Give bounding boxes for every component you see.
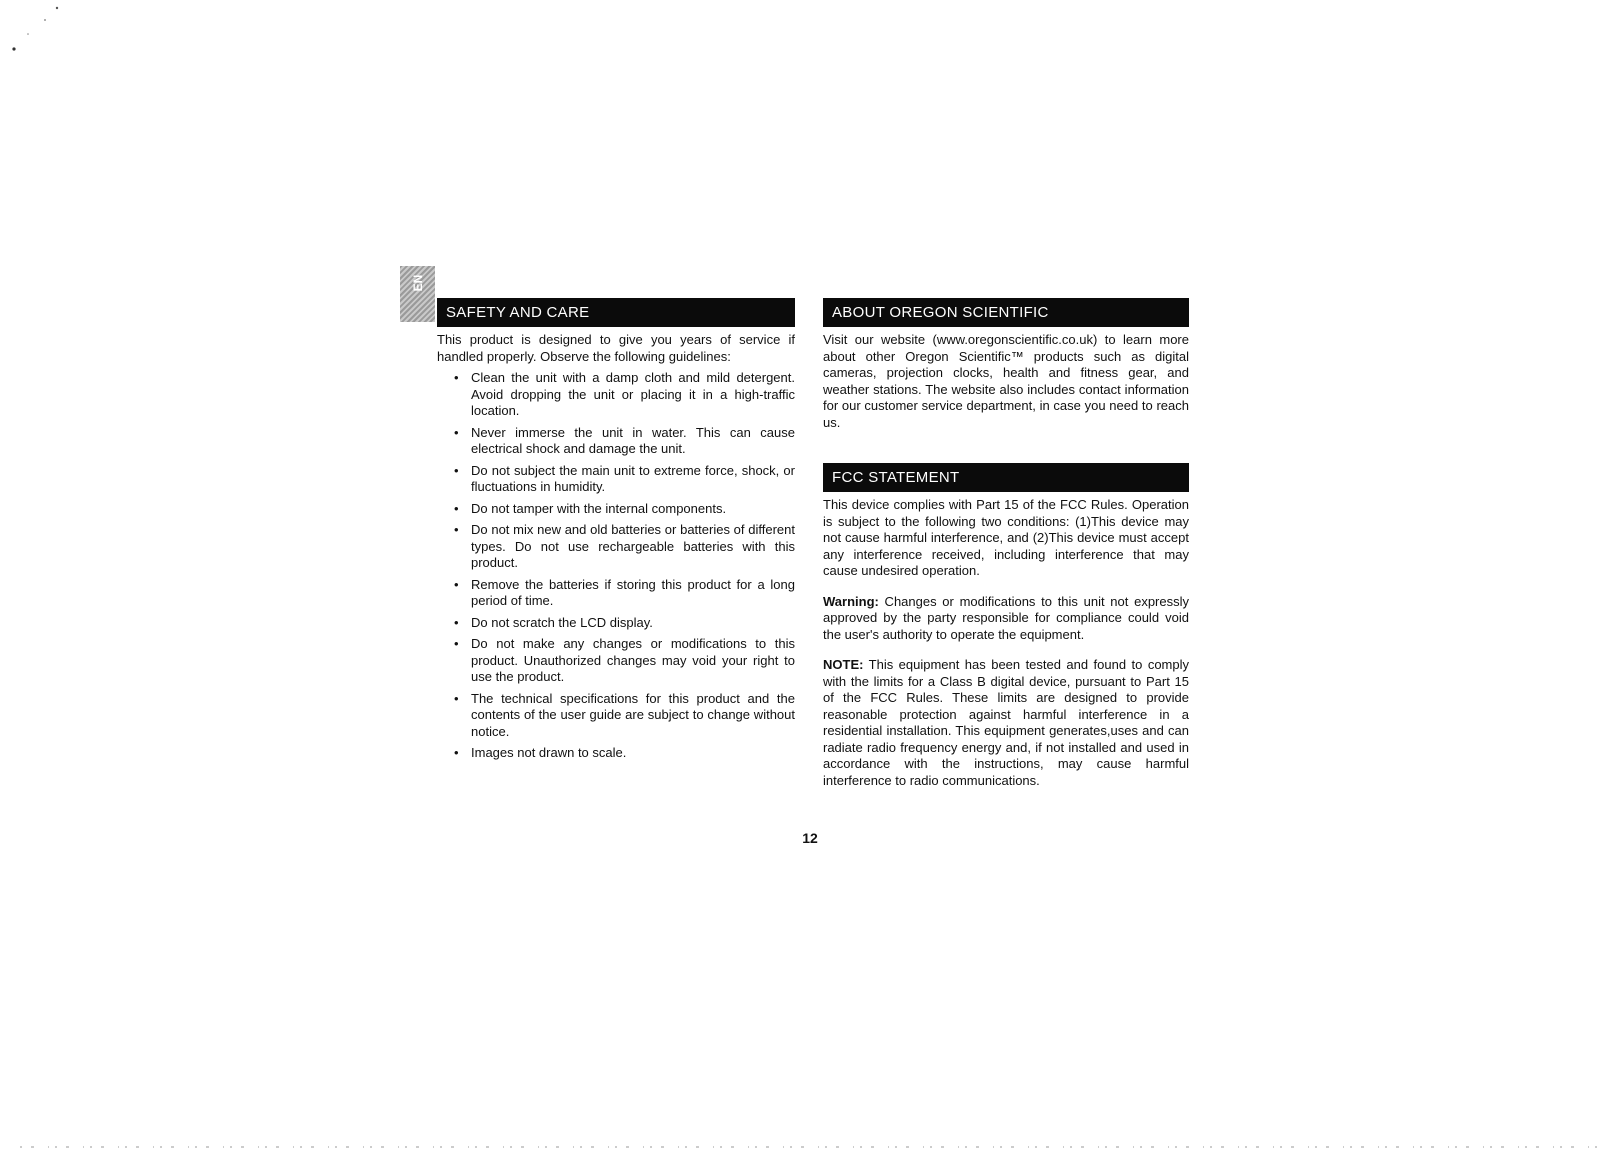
fcc-text: This device complies with Part 15 of the FCC Rules. Operation is subject to the following two conditions: (1)This device may not cause harmful interference, and (2)This device must accept any interference received, including interference that may cause undesired operation. — [823, 497, 1189, 578]
safety-and-care-heading: SAFETY AND CARE — [437, 298, 795, 327]
language-tab — [400, 266, 435, 322]
list-item: • Never immerse the unit in water. This can cause electrical shock and damage the unit. — [471, 425, 795, 458]
note-label: NOTE: — [823, 657, 864, 672]
list-item: • Do not subject the main unit to extreme force, shock, or fluctuations in humidity. — [471, 463, 795, 496]
note-text: This equipment has been tested and found to comply with the limits for a Class B digital device, pursuant to Part 15 of the FCC Rules. These limits are designed to provide reasonable protection against harmful interference in a residential installation. This equipment generates,uses and can radiate radio frequency energy and, if not installed and used in accordance with the instructions, may cause harmful interference to radio communications. — [823, 657, 1189, 788]
scan-edge-noise — [0, 1145, 1613, 1149]
warning-label: Warning: — [823, 593, 879, 609]
safety-guidelines-list — [437, 370, 795, 762]
safety-and-care-section — [437, 298, 795, 767]
list-item: • Do not mix new and old batteries or batteries of different types. Do not use rechargeable batteries with this product. — [471, 522, 795, 572]
warning-paragraph — [823, 594, 1189, 644]
about-text: Visit our website (www.oregonscientific.co.uk) to learn more about other Oregon Scientific™ products such as digital cameras, projection clocks, health and fitness gear, and weather stations. The website also includes contact information for our customer service department, in case you need to reach us. — [823, 332, 1189, 430]
list-item: • Do not make any changes or modifications to this product. Unauthorized changes may void your right to use the product. — [471, 636, 795, 686]
scan-specks — [0, 0, 100, 60]
list-item: • Clean the unit with a damp cloth and mild detergent. Avoid dropping the unit or placing it in a high-traffic location. — [471, 370, 795, 420]
list-item: • Images not drawn to scale. — [471, 745, 795, 762]
language-tab-label: EN — [411, 274, 425, 292]
warning-text: Changes or modifications to this unit not expressly approved by the party responsible for compliance could void the user's authority to operate the equipment. — [823, 593, 1189, 642]
list-item: • Remove the batteries if storing this product for a long period of time. — [471, 577, 795, 610]
right-column — [823, 298, 1189, 789]
safety-intro: This product is designed to give you years of service if handled properly. Observe the following guidelines: — [437, 332, 795, 364]
list-item: • Do not scratch the LCD display. — [471, 615, 795, 632]
fcc-heading: FCC STATEMENT — [823, 463, 1189, 492]
note-paragraph — [823, 657, 1189, 789]
about-heading: ABOUT OREGON SCIENTIFIC — [823, 298, 1189, 327]
page-number: 12 — [802, 830, 818, 846]
list-item: • The technical specifications for this product and the contents of the user guide are subject to change without notice. — [471, 691, 795, 741]
list-item: • Do not tamper with the internal components. — [471, 501, 795, 518]
